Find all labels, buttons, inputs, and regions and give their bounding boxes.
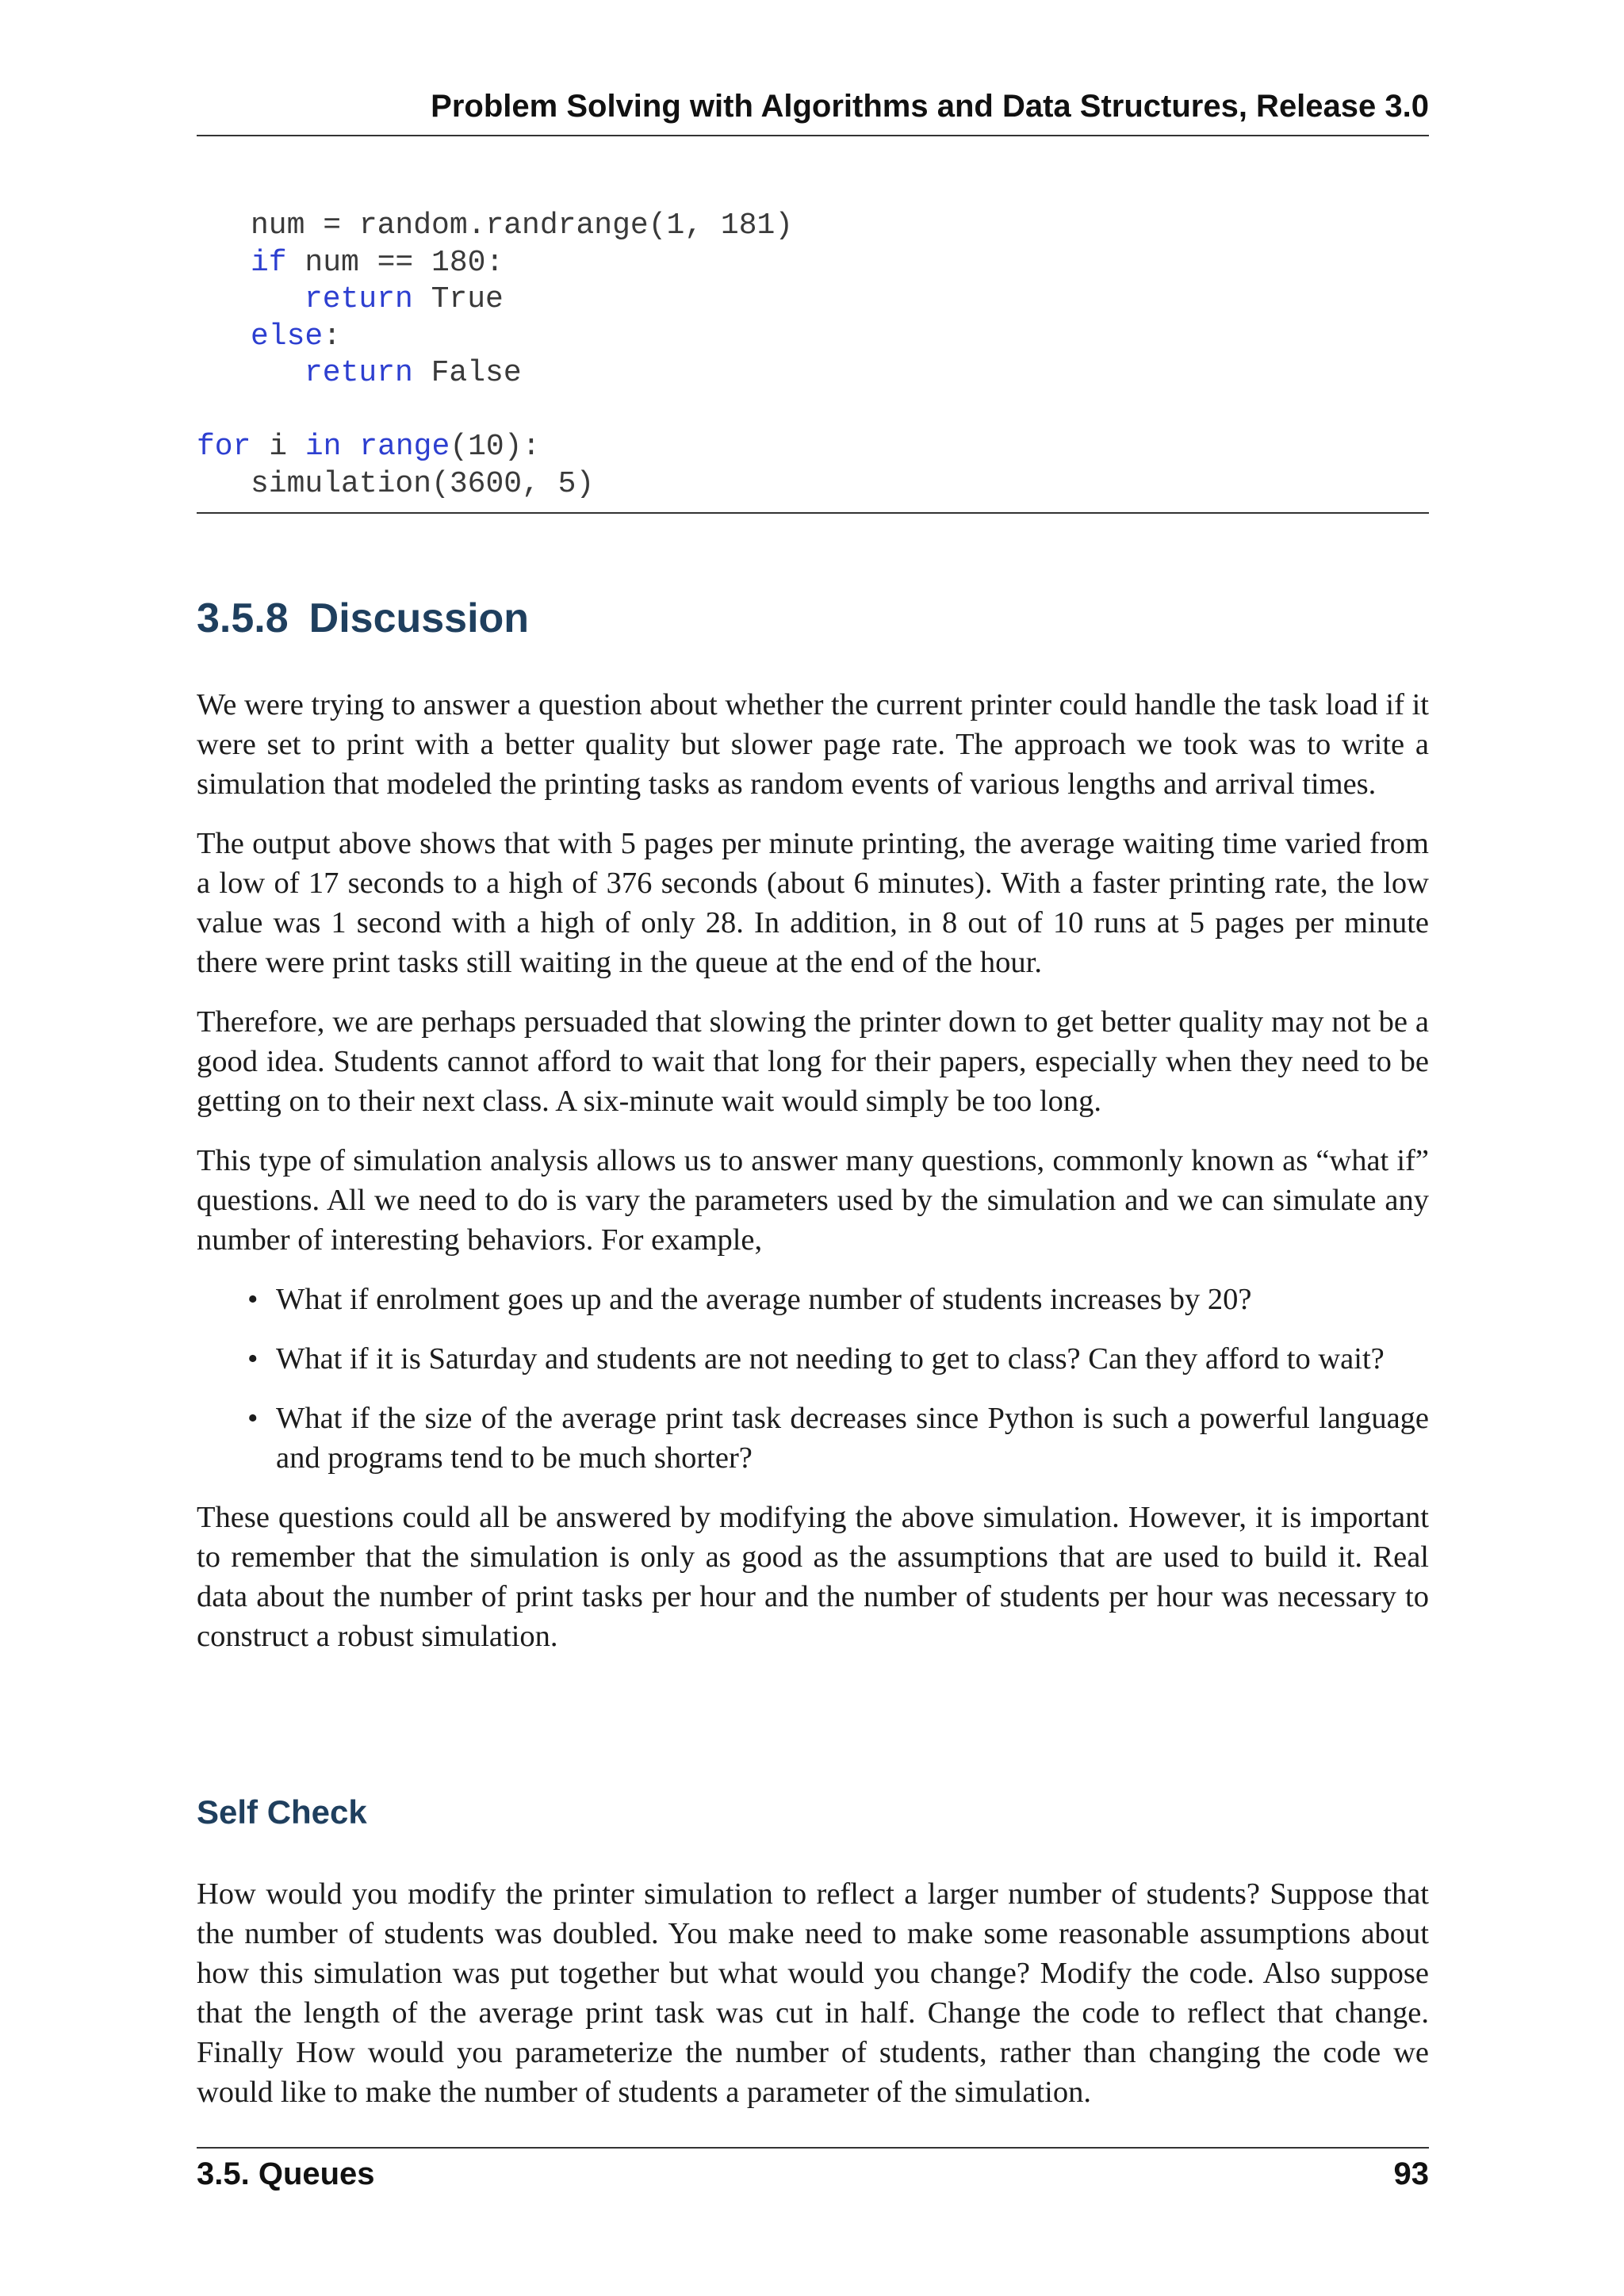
bullet-icon: • (247, 1342, 259, 1376)
code-line (197, 319, 1429, 356)
code-line (197, 281, 1429, 319)
code-line (197, 208, 1429, 245)
bullet-list (197, 1280, 1429, 1478)
code-keyword: in (304, 430, 342, 464)
page-number: 93 (1393, 2156, 1429, 2191)
header-rule (197, 135, 1429, 136)
code-blank-line (197, 392, 1429, 430)
paragraph: The output above shows that with 5 pages per minute printing, the average waiting time varied from a low of 17 seconds to a high of 376 seconds (about 6 minutes). With a faster printing rate, the low value was 1 second with a high of only 28. In addition, in 8 out of 10 runs at 5 pages per minute there were print tasks still waiting in the queue at the end of the hour. (197, 827, 1429, 979)
code-bottom-rule (197, 512, 1429, 514)
code-text: False (412, 356, 522, 390)
section-heading (197, 595, 529, 642)
code-text: i (251, 430, 305, 464)
self-check-body (197, 1874, 1429, 2132)
code-keyword: return (304, 282, 413, 316)
code-line (197, 245, 1429, 282)
list-item-text: What if enrolment goes up and the average number of students increases by 20? (276, 1283, 1252, 1316)
code-keyword: for (197, 430, 251, 464)
code-text (341, 430, 359, 464)
footer-section: 3.5. Queues (197, 2156, 375, 2191)
code-keyword: if (251, 245, 287, 280)
list-item (247, 1399, 1429, 1478)
bullet-icon: • (247, 1283, 259, 1316)
footer-rule (197, 2147, 1429, 2149)
bullet-icon: • (247, 1402, 259, 1435)
section-body (197, 685, 1429, 1676)
code-text: True (412, 282, 504, 316)
code-keyword: range (359, 430, 450, 464)
code-text: simulation(3600, 5) (251, 466, 595, 501)
list-item (247, 1280, 1429, 1319)
list-item-text: What if the size of the average print task decreases since Python is such a powerful language and programs tend to be much shorter? (276, 1402, 1429, 1475)
code-line (197, 429, 1429, 466)
self-check-heading: Self Check (197, 1793, 367, 1831)
paragraph: These questions could all be answered by modifying the above simulation. However, it is important to remember that the simulation is only as good as the assumptions that are used to build it. Real data about the number of print tasks per hour and the number of students per hour was necessary to construct a robust simulation. (197, 1501, 1429, 1653)
section-title: Discussion (308, 595, 530, 641)
code-keyword: else (251, 319, 324, 354)
code-keyword: return (304, 356, 413, 390)
code-line (197, 355, 1429, 392)
code-text: (10): (450, 430, 541, 464)
paragraph: We were trying to answer a question about whether the current printer could handle the task load if it were set to print with a better quality but slower page rate. The approach we took was to write a simulation that modeled the printing tasks as random events of various lengths and arrival times. (197, 688, 1429, 801)
code-block (197, 208, 1429, 503)
code-text: : (323, 319, 342, 354)
code-text: num == 180: (286, 245, 504, 280)
paragraph: This type of simulation analysis allows us to answer many questions, commonly known as “what if” questions. All we need to do is vary the parameters used by the simulation and we can simulate any number of interesting behaviors. For example, (197, 1144, 1429, 1257)
self-check-paragraph: How would you modify the printer simulation to reflect a larger number of students? Suppose that the number of students was doubled. You make need to make some reasonable assumptions about how this simulation was put together but what would you change? Modify the code. Also suppose that the length of the average print task was cut in half. Change the code to reflect that change. Finally How would you parameterize the number of students, rather than changing the code we would like to make the number of students a parameter of the simulation. (197, 1877, 1429, 2109)
code-text: num = random.randrange(1, 181) (251, 209, 794, 243)
section-number: 3.5.8 (197, 595, 289, 641)
code-line (197, 466, 1429, 503)
list-item (247, 1339, 1429, 1379)
list-item-text: What if it is Saturday and students are not needing to get to class? Can they afford to wait? (276, 1342, 1385, 1376)
running-header: Problem Solving with Algorithms and Data Structures, Release 3.0 (431, 89, 1429, 124)
paragraph: Therefore, we are perhaps persuaded that slowing the printer down to get better quality may not be a good idea. Students cannot afford to wait that long for their papers, especially when they need to be getting on to their next class. A six-minute wait would simply be too long. (197, 1005, 1429, 1118)
